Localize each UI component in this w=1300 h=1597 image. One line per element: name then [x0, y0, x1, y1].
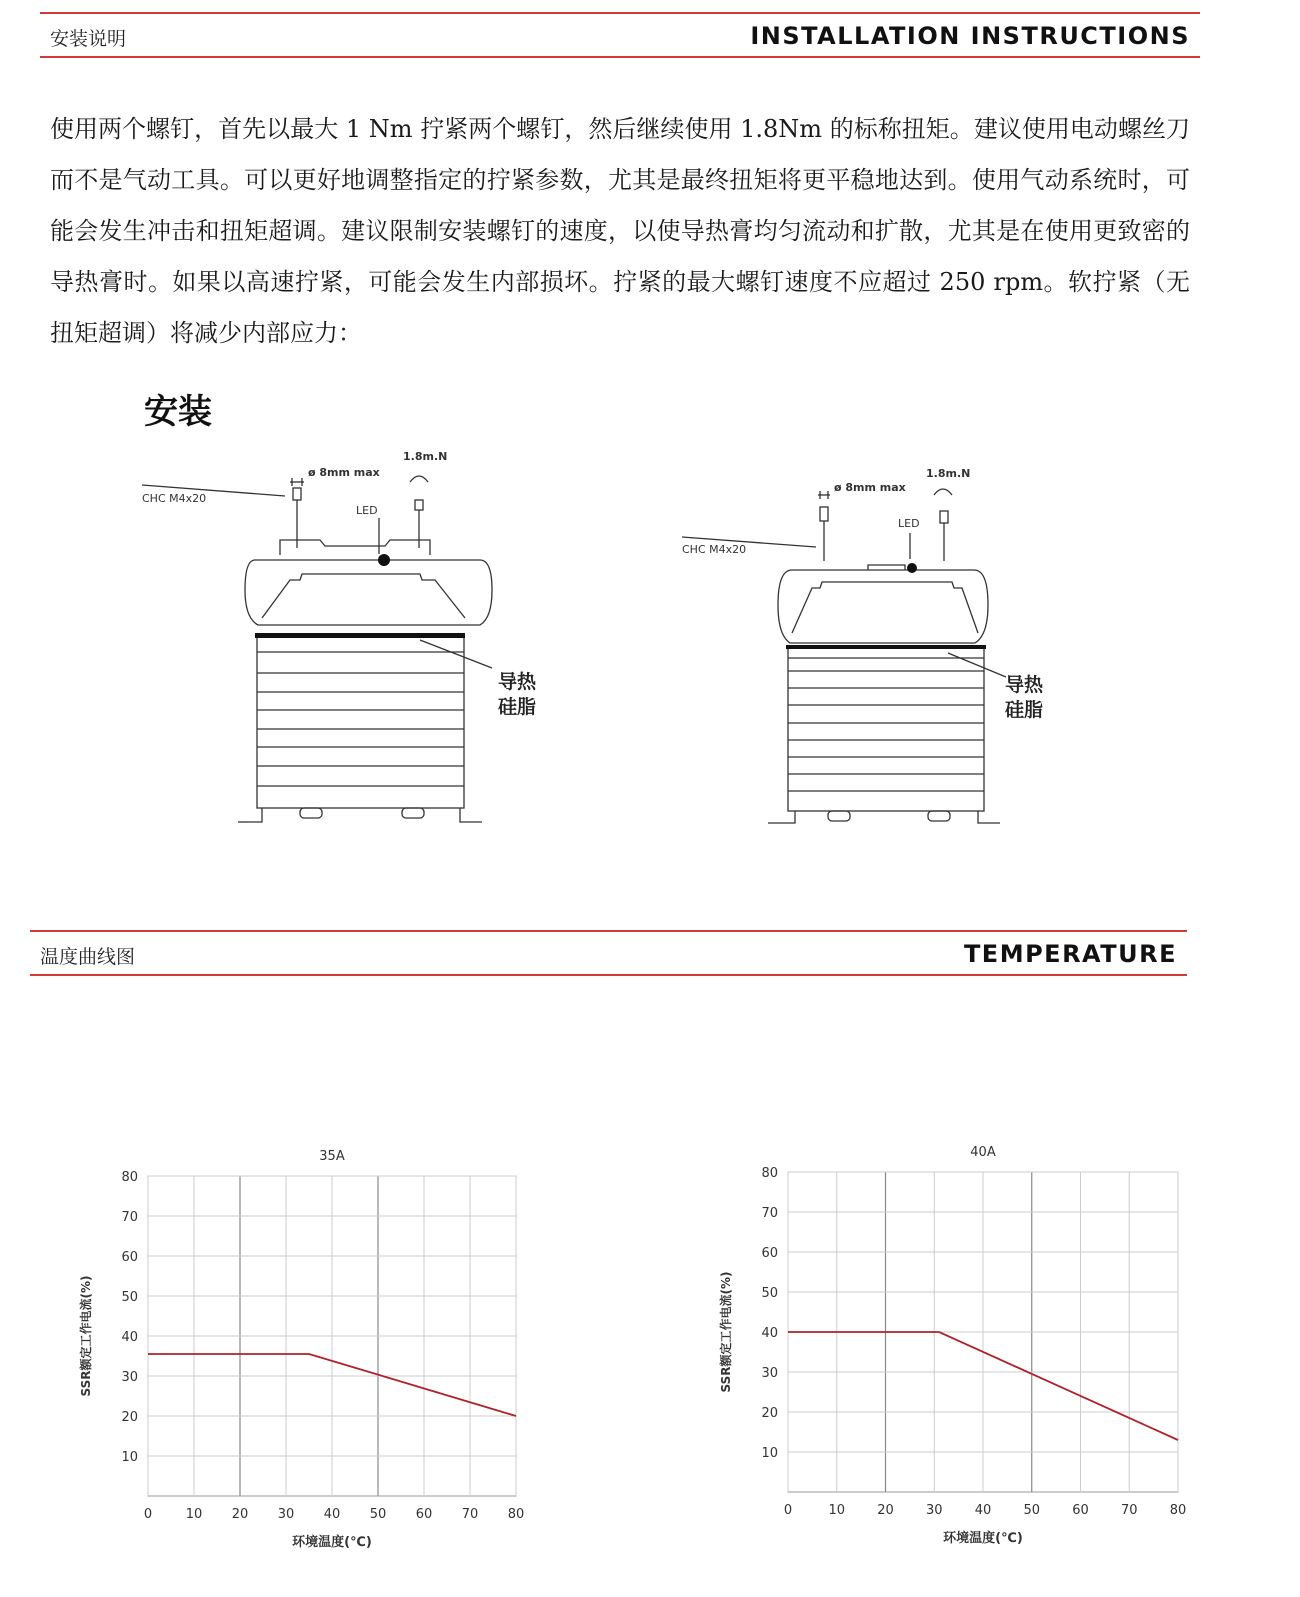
y-tick-label: 30: [121, 1370, 138, 1385]
y-tick-label: 60: [761, 1246, 778, 1261]
chart-title: 40A: [970, 1145, 996, 1160]
y-tick-label: 70: [761, 1206, 778, 1221]
x-tick-label: 80: [1169, 1503, 1187, 1518]
x-tick-label: 70: [461, 1507, 479, 1522]
x-axis-label: 环境温度(℃): [943, 1531, 1023, 1546]
installation-diagram-2: [670, 455, 1050, 845]
x-tick-label: 20: [231, 1507, 249, 1522]
y-tick-label: 80: [121, 1170, 138, 1185]
x-tick-label: 50: [1023, 1503, 1041, 1518]
x-tick-label: 40: [323, 1507, 341, 1522]
x-tick-label: 60: [415, 1507, 433, 1522]
y-tick-label: 60: [121, 1250, 138, 1265]
install-heading: 安装: [144, 392, 212, 432]
y-axis-label: SSR额定工作电流(%): [79, 1275, 93, 1397]
chart-title: 35A: [319, 1149, 345, 1164]
y-tick-label: 30: [761, 1366, 778, 1381]
y-tick-label: 10: [761, 1446, 778, 1461]
x-tick-label: 30: [277, 1507, 295, 1522]
header-rule-top: [30, 930, 1187, 932]
diameter-label: ø 8mm max: [308, 466, 380, 479]
section-title-en: INSTALLATION INSTRUCTIONS: [750, 22, 1190, 50]
x-tick-label: 10: [185, 1507, 203, 1522]
header-rule-bottom: [30, 974, 1187, 976]
x-tick-label: 20: [877, 1503, 894, 1518]
x-tick-label: 50: [369, 1507, 387, 1522]
y-tick-label: 70: [121, 1210, 138, 1225]
derating-chart-35a: [70, 1130, 560, 1560]
x-tick-label: 70: [1120, 1503, 1138, 1518]
section-title-en: TEMPERATURE: [963, 940, 1177, 968]
led-label: LED: [898, 517, 920, 530]
x-axis-label: 环境温度(℃): [292, 1535, 372, 1550]
torque-label: 1.8m.N: [403, 450, 448, 463]
x-tick-label: 0: [783, 1503, 793, 1518]
x-tick-label: 40: [974, 1503, 992, 1518]
section-header-temperature: [30, 930, 1187, 976]
y-tick-label: 10: [121, 1450, 138, 1465]
installation-paragraph: 使用两个螺钉，首先以最大 1 Nm 拧紧两个螺钉，然后继续使用 1.8Nm 的标称扭矩。建议使用电动螺丝刀而不是气动工具。可以更好地调整指定的拧紧参数，尤其是最终扭矩将更平稳地达到。使用气动系统时，可能会发生冲击和扭矩超调。建议限制安装螺钉的速度，以使导热膏均匀流动和扩散，尤其是在使用更致密的导热膏时。如果以高速拧紧，可能会发生内部损坏。拧紧的最大螺钉速度不应超过 250 rpm。软拧紧（无扭矩超调）将减少内部应力：: [50, 115, 1190, 347]
x-tick-label: 30: [925, 1503, 943, 1518]
y-tick-label: 40: [121, 1330, 138, 1345]
header-rule-bottom: [40, 56, 1200, 58]
y-tick-label: 50: [761, 1286, 778, 1301]
thermal-paste-label-2: 硅脂: [498, 696, 537, 718]
y-axis-label: SSR额定工作电流(%): [719, 1271, 733, 1393]
diameter-label: ø 8mm max: [834, 481, 906, 494]
installation-diagram-1: [130, 440, 537, 840]
y-tick-label: 80: [761, 1166, 778, 1181]
y-tick-label: 20: [121, 1410, 138, 1425]
led-label: LED: [356, 504, 378, 517]
thermal-paste-label-1: 导热: [1005, 674, 1044, 696]
x-tick-label: 0: [143, 1507, 153, 1522]
section-title-cn: 温度曲线图: [40, 946, 136, 968]
thermal-paste-label-1: 导热: [498, 671, 537, 693]
x-tick-label: 60: [1072, 1503, 1089, 1518]
y-tick-label: 50: [121, 1290, 138, 1305]
section-title-cn: 安装说明: [50, 28, 127, 50]
screw-label: CHC M4x20: [682, 543, 747, 556]
header-rule-top: [40, 12, 1200, 14]
y-tick-label: 20: [761, 1406, 778, 1421]
x-tick-label: 80: [507, 1507, 525, 1522]
x-tick-label: 10: [828, 1503, 846, 1518]
y-tick-label: 40: [761, 1326, 778, 1341]
thermal-paste-label-2: 硅脂: [1005, 699, 1044, 721]
screw-label: CHC M4x20: [142, 492, 207, 505]
section-header-installation: [40, 12, 1200, 58]
derating-chart-40a: [710, 1128, 1200, 1558]
torque-label: 1.8m.N: [926, 467, 971, 480]
